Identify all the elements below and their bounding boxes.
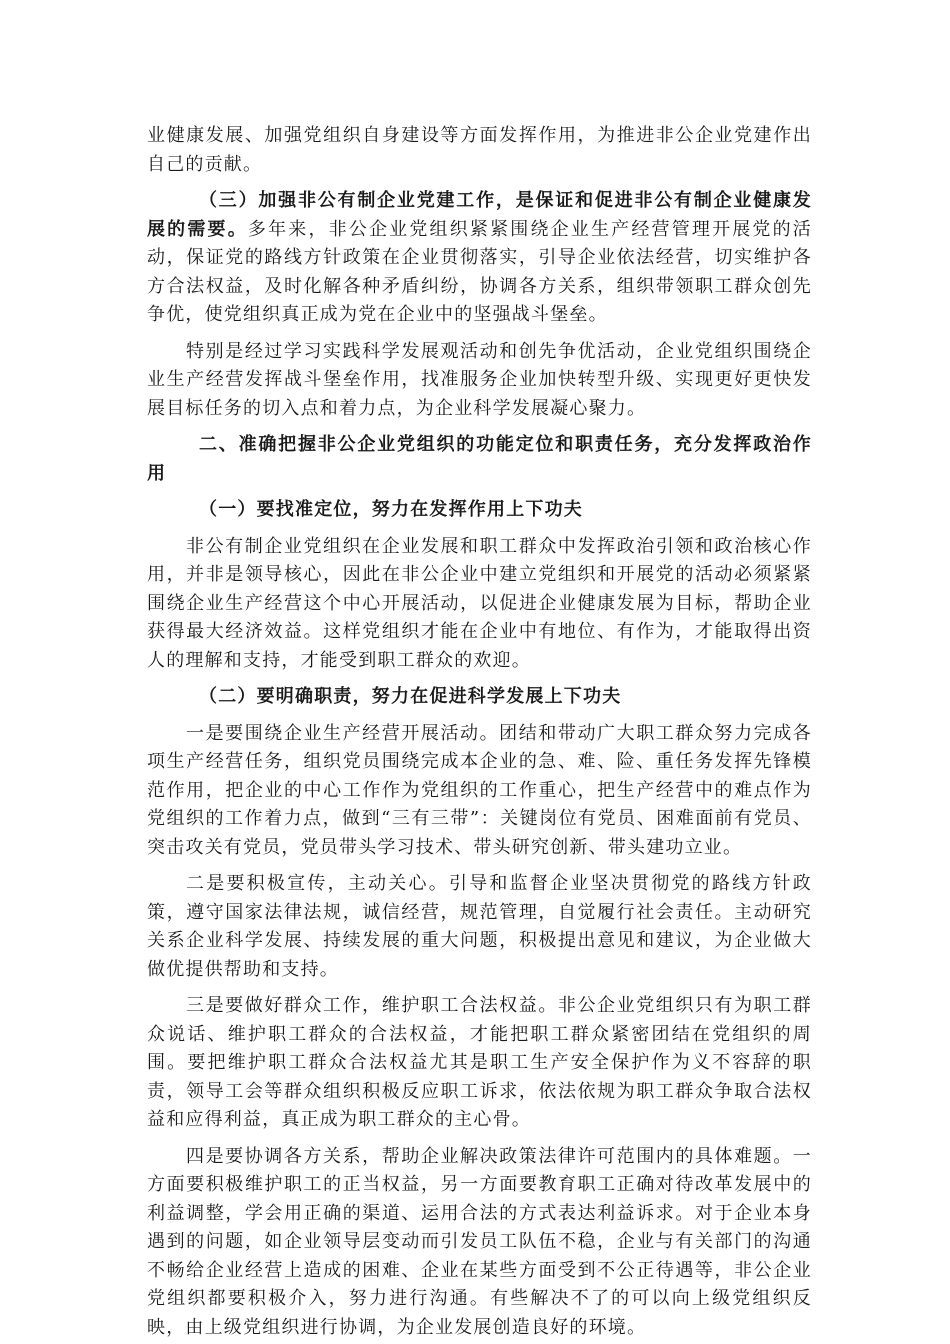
paragraph-item-four: 四是要协调各方关系，帮助企业解决政策法律许可范围内的具体难题。一方面要积极维护职工的正当权益，另一方面要教育职工正确对待改革发展中的利益调整，学会用正确的渠道、运用合法的方式表达利益诉求。对于企业本身遇到的问题，如企业领导层变动而引发员工队伍不稳，企业与有关部门的沟通不畅给企业经营上造成的困难、企业在某些方面受到不公正待遇等，非公企业党组织都要积极介入，努力进行沟通。有些解决不了的可以向上级党组织反映，由上级党组织进行协调，为企业发展创造良好的环境。 [147,1145,812,1338]
subheading-one: （一）要找准定位，努力在发挥作用上下功夫 [199,499,583,520]
paragraph-body: 多年来，非公企业党组织紧紧围绕企业生产经营管理开展党的活动，保证党的路线方针政策在企业贯彻落实，引导企业依法经营，切实维护各方合法权益，及时化解各种矛盾纠纷，协调各方关系，组织带领职工群众创先争优，使党组织真正成为党在企业中的坚强战斗堡垒。 [147,218,812,325]
paragraph-especially: 特别是经过学习实践科学发展观活动和创先争优活动，企业党组织围绕企业生产经营发挥战斗堡垒作用，找准服务企业加快转型升级、实现更好更快发展目标任务的切入点和着力点，为企业科学发展凝心聚力。 [147,340,812,419]
paragraph-lead-heading: （三）加强非公有制企业党建工作，是保证和促进非公有制企业健康发展的需要。 [147,190,812,240]
paragraph-positioning: 非公有制企业党组织在企业发展和职工群众中发挥政治引领和政治核心作用，并非是领导核心，因此在非公企业中建立党组织和开展党的活动必须紧紧围绕企业生产经营这个中心开展活动，以促进企业健康发展为目标，帮助企业获得最大经济效益。这样党组织才能在企业中有地位、有作为，才能取得出资人的理解和支持，才能受到职工群众的欢迎。 [147,535,812,671]
subheading-two: （二）要明确职责，努力在促进科学发展上下功夫 [199,686,622,707]
paragraph-section-three [147,187,812,330]
paragraph-continuation: 业健康发展、加强党组织自身建设等方面发挥作用，为推进非公企业党建作出自己的贡献。 [147,125,812,175]
section-heading-two: 二、准确把握非公企业党组织的功能定位和职责任务，充分发挥政治作用 [147,434,812,484]
paragraph-item-one: 一是要围绕企业生产经营开展活动。团结和带动广大职工群众努力完成各项生产经营任务，组织党员围绕完成本企业的急、难、险、重任务发挥先锋模范作用，把企业的中心工作作为党组织的工作重心，把生产经营中的难点作为党组织的工作着力点，做到“三有三带”：关键岗位有党员、困难面前有党员、突击攻关有党员，党员带头学习技术、带头研究创新、带头建功立业。 [147,722,812,858]
paragraph-item-three: 三是要做好群众工作，维护职工合法权益。非公企业党组织只有为职工群众说话、维护职工群众的合法权益，才能把职工群众紧密团结在党组织的周围。要把维护职工群众合法权益尤其是职工生产安全保护作为义不容辞的职责，领导工会等群众组织积极反应职工诉求，依法依规为职工群众争取合法权益和应得利益，真正成为职工群众的主心骨。 [147,995,812,1130]
paragraph-item-two: 二是要积极宣传，主动关心。引导和监督企业坚决贯彻党的路线方针政策，遵守国家法律法规，诚信经营，规范管理，自觉履行社会责任。主动研究关系企业科学发展、持续发展的重大问题，积极提出意见和建议，为企业做大做优提供帮助和支持。 [147,873,812,980]
